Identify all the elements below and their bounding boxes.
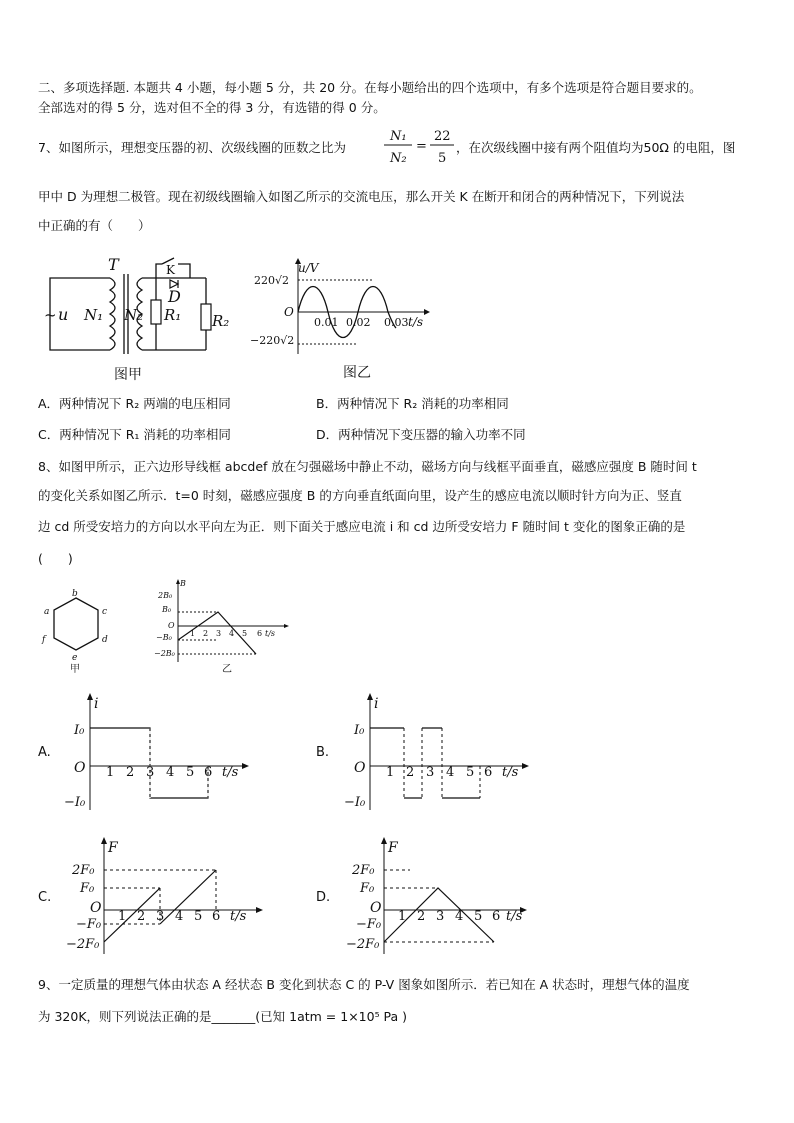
svg-text:−I₀: −I₀ — [64, 795, 86, 810]
svg-text:4: 4 — [166, 765, 175, 780]
svg-text:1: 1 — [386, 765, 395, 780]
svg-text:d: d — [102, 635, 108, 645]
q7-voltage-graph — [250, 258, 434, 358]
svg-text:6: 6 — [257, 629, 263, 638]
svg-text:6: 6 — [492, 909, 501, 924]
svg-text:u: u — [58, 305, 69, 324]
q8-stem-line-3: 边 cd 所受安培力的方向以水平向左为正．则下面关于感应电流 i 和 cd 边所受安培力 F 随时间 t 变化的图象正确的是 — [38, 519, 686, 534]
svg-text:O: O — [354, 760, 366, 776]
section-line-2: 全部选对的得 5 分，选对但不全的得 3 分，有选错的得 0 分。 — [38, 100, 386, 115]
svg-text:F: F — [108, 840, 118, 856]
svg-text:2F₀: 2F₀ — [72, 863, 95, 878]
svg-text:a: a — [44, 607, 50, 617]
svg-text:O: O — [74, 760, 86, 776]
svg-text:2B₀: 2B₀ — [158, 591, 173, 600]
q7-stem-line-3: 中正确的有（ ） — [38, 218, 151, 233]
svg-text:1: 1 — [118, 909, 127, 924]
svg-text:R₂: R₂ — [212, 312, 230, 330]
current-curve-a — [90, 728, 208, 798]
svg-text:6: 6 — [212, 909, 221, 924]
svg-text:2: 2 — [203, 629, 209, 638]
svg-text:T: T — [108, 255, 119, 274]
figure-jia-caption: 图甲 — [114, 367, 142, 383]
ac-source-symbol: ~ — [44, 306, 57, 324]
svg-text:5: 5 — [186, 765, 195, 780]
svg-text:u/V: u/V — [298, 261, 319, 275]
q7-option-c[interactable]: C．两种情况下 R₁ 消耗的功率相同 — [38, 427, 231, 442]
q7-stem-pre: 7、如图所示，理想变压器的初、次级线圈的匝数之比为 — [38, 140, 346, 155]
svg-text:5: 5 — [194, 909, 203, 924]
svg-text:F: F — [388, 840, 398, 856]
svg-text:t/s: t/s — [265, 629, 276, 638]
svg-text:−2F₀: −2F₀ — [346, 937, 380, 952]
svg-text:4: 4 — [175, 909, 184, 924]
svg-text:=: = — [416, 139, 427, 154]
q7-turns-ratio — [380, 124, 462, 168]
svg-text:−B₀: −B₀ — [156, 633, 172, 642]
svg-text:N₂: N₂ — [390, 151, 407, 166]
svg-text:0.02: 0.02 — [346, 316, 371, 329]
svg-text:i: i — [374, 696, 379, 712]
q8-option-c-graph[interactable] — [60, 836, 260, 958]
svg-text:e: e — [72, 653, 78, 663]
svg-text:D: D — [168, 287, 181, 306]
svg-text:2: 2 — [137, 909, 146, 924]
svg-text:−F₀: −F₀ — [356, 917, 382, 932]
svg-text:3: 3 — [156, 909, 165, 924]
svg-text:5: 5 — [242, 629, 248, 638]
q8-option-a-graph[interactable] — [60, 692, 260, 814]
svg-text:2: 2 — [126, 765, 135, 780]
q7-stem-line-2: 甲中 D 为理想二极管。现在初级线圈输入如图乙所示的交流电压，那么开关 K 在断开和闭合的两种情况下，下列说法 — [38, 189, 685, 204]
svg-text:B: B — [180, 579, 186, 588]
q8-option-d-graph[interactable] — [340, 836, 540, 958]
resistor-r2 — [201, 304, 211, 330]
q7-stem-post: ，在次级线圈中接有两个阻值均为50Ω 的电阻，图 — [456, 140, 736, 155]
svg-text:1: 1 — [106, 765, 115, 780]
svg-text:3: 3 — [216, 629, 222, 638]
q8-option-a-label[interactable]: A. — [38, 745, 51, 760]
svg-text:−I₀: −I₀ — [344, 795, 366, 810]
section-line-1: 二、多项选择题. 本题共 4 小题，每小题 5 分，共 20 分。在每小题给出的四个选项中，有多个选项是符合题目要求的。 — [38, 80, 702, 95]
svg-text:6: 6 — [484, 765, 493, 780]
svg-text:F₀: F₀ — [80, 881, 95, 896]
svg-text:−2B₀: −2B₀ — [154, 649, 175, 658]
svg-text:2F₀: 2F₀ — [352, 863, 375, 878]
svg-text:R₁: R₁ — [164, 306, 182, 324]
svg-text:O: O — [90, 900, 102, 916]
force-curve-c-2 — [160, 870, 216, 924]
svg-text:乙: 乙 — [222, 664, 232, 675]
q8-stem-line-4: ( ) — [38, 551, 73, 566]
figure-yi-caption: 图乙 — [343, 365, 371, 381]
current-curve-b — [370, 728, 480, 798]
svg-text:t/s: t/s — [230, 909, 247, 924]
svg-text:22: 22 — [434, 129, 451, 144]
svg-text:N₁: N₁ — [84, 306, 104, 324]
svg-text:f: f — [42, 635, 46, 645]
svg-text:5: 5 — [466, 765, 475, 780]
svg-text:6: 6 — [204, 765, 213, 780]
svg-text:1: 1 — [398, 909, 407, 924]
svg-text:−220√2: −220√2 — [250, 334, 295, 347]
svg-text:c: c — [102, 607, 108, 617]
q8-option-b-graph[interactable] — [340, 692, 540, 814]
svg-text:2: 2 — [417, 909, 426, 924]
force-curve-c-1 — [104, 888, 160, 942]
q8-stem-line-2: 的变化关系如图乙所示．t=0 时刻，磁感应强度 B 的方向垂直纸面向里，设产生的感应电流以顺时针方向为正、竖直 — [38, 488, 682, 503]
svg-text:1: 1 — [190, 629, 196, 638]
svg-text:0.03: 0.03 — [384, 316, 409, 329]
svg-text:−F₀: −F₀ — [76, 917, 102, 932]
svg-text:b: b — [72, 589, 78, 599]
q8-hexagon-frame — [38, 588, 118, 678]
svg-text:4: 4 — [229, 629, 235, 638]
svg-text:O: O — [284, 305, 294, 319]
q8-b-graph — [154, 578, 298, 675]
svg-text:O: O — [370, 900, 382, 916]
svg-text:I₀: I₀ — [354, 723, 365, 738]
svg-text:N₁: N₁ — [390, 129, 407, 144]
q7-circuit-diagram — [40, 255, 240, 378]
svg-text:−2F₀: −2F₀ — [66, 937, 100, 952]
svg-text:t/s: t/s — [222, 765, 239, 780]
svg-text:3: 3 — [436, 909, 445, 924]
svg-text:2: 2 — [406, 765, 415, 780]
svg-text:i: i — [94, 696, 99, 712]
svg-text:4: 4 — [455, 909, 464, 924]
svg-text:5: 5 — [438, 151, 447, 166]
q8-stem-line-1: 8、如图甲所示，正六边形导线框 abcdef 放在匀强磁场中静止不动，磁场方向与线框平面垂直，磁感应强度 B 随时间 t — [38, 459, 697, 474]
svg-text:O: O — [168, 621, 175, 630]
svg-text:220√2: 220√2 — [254, 274, 290, 287]
q8-option-c-label[interactable]: C. — [38, 890, 52, 905]
q7-option-a[interactable]: A．两种情况下 R₂ 两端的电压相同 — [38, 396, 231, 411]
svg-text:t/s: t/s — [408, 315, 424, 329]
svg-text:甲: 甲 — [70, 664, 80, 675]
svg-text:3: 3 — [146, 765, 155, 780]
q9-stem-line-1: 9、一定质量的理想气体由状态 A 经状态 B 变化到状态 C 的 P-V 图象如图所示．若已知在 A 状态时，理想气体的温度 — [38, 977, 690, 992]
q8-option-d-label[interactable]: D. — [316, 890, 331, 905]
svg-text:3: 3 — [426, 765, 435, 780]
svg-text:I₀: I₀ — [74, 723, 85, 738]
svg-text:5: 5 — [474, 909, 483, 924]
q7-option-b[interactable]: B．两种情况下 R₂ 消耗的功率相同 — [316, 396, 509, 411]
q8-option-b-label[interactable]: B. — [316, 745, 330, 760]
svg-text:t/s: t/s — [502, 765, 519, 780]
svg-text:0.01: 0.01 — [314, 316, 339, 329]
svg-text:4: 4 — [446, 765, 455, 780]
svg-text:F₀: F₀ — [360, 881, 375, 896]
svg-text:N₂: N₂ — [124, 306, 144, 324]
svg-text:B₀: B₀ — [162, 605, 172, 614]
resistor-r1 — [151, 300, 161, 324]
svg-text:t/s: t/s — [506, 909, 523, 924]
primary-coil — [110, 278, 115, 350]
q9-stem-line-2: 为 320K，则下列说法正确的是_______(已知 1atm = 1×10⁵ Pa ) — [38, 1009, 408, 1024]
svg-text:K: K — [166, 263, 175, 277]
q7-option-d[interactable]: D．两种情况下变压器的输入功率不同 — [316, 427, 526, 442]
